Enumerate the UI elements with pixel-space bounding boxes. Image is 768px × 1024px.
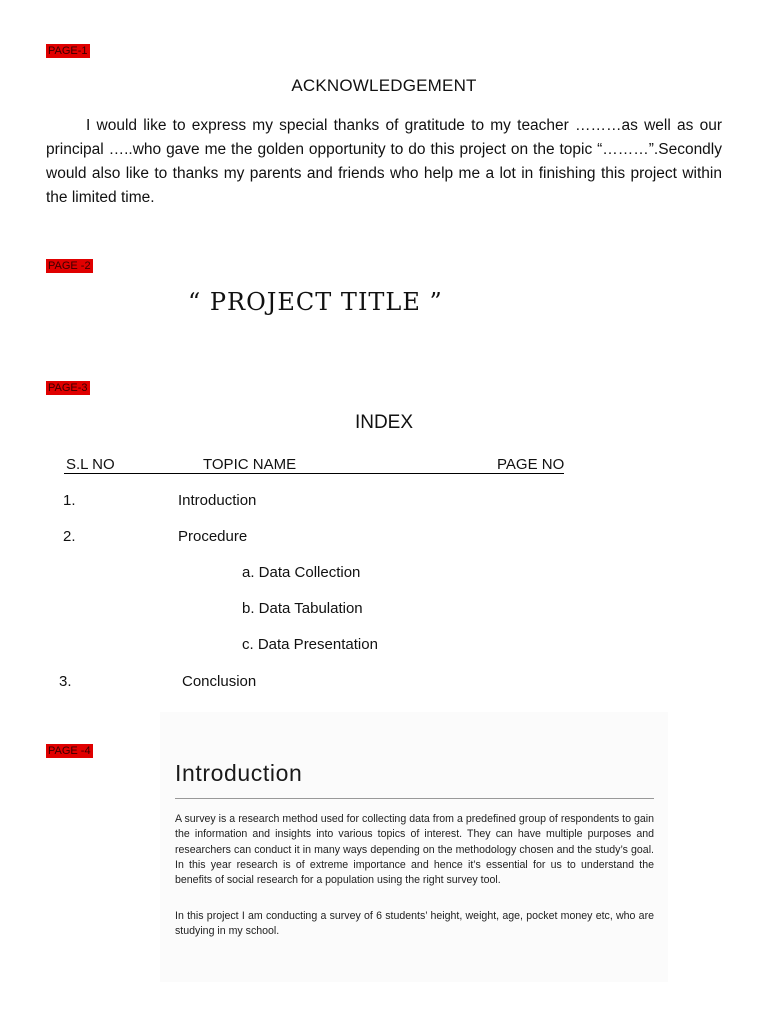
page-label-4: PAGE -4 [48, 745, 91, 757]
index-row-topic: Conclusion [182, 673, 257, 690]
acknowledgement-paragraph [46, 114, 722, 210]
acknowledgement-text: I would like to express my special thanks of gratitude to my teacher ………as well as our principal …..who gave me the golden opportunity to do this project on the topic “………”.Secondly would also like to thanks my parents and friends who help me a lot in finishing this project within the limited time. [46, 117, 722, 206]
introduction-title: Introduction [175, 760, 303, 786]
index-row-topic: Procedure [178, 528, 248, 545]
index-header-rule [64, 473, 564, 474]
introduction-paragraph-2: In this project I am conducting a survey of 6 students’ height, weight, age, pocket money etc, who are studying in my school. [175, 910, 654, 938]
index-subrow-topic: b. Data Tabulation [242, 600, 363, 617]
index-row-number: 3. [59, 673, 72, 690]
index-row-number: 2. [63, 528, 76, 545]
project-title: “ PROJECT TITLE ” [188, 288, 443, 316]
index-row-number: 1. [63, 492, 76, 509]
index-row-topic: Introduction [178, 492, 257, 509]
page-label-1: PAGE-1 [48, 45, 88, 57]
acknowledgement-heading: ACKNOWLEDGEMENT [291, 76, 477, 95]
column-page-no: PAGE NO [497, 456, 565, 473]
index-subrow-topic: c. Data Presentation [242, 636, 378, 653]
page-label-2: PAGE -2 [48, 260, 91, 272]
page-label-3: PAGE-3 [48, 382, 88, 394]
index-subrow-topic: a. Data Collection [242, 564, 361, 581]
introduction-rule [175, 798, 654, 799]
introduction-paragraph-1: A survey is a research method used for collecting data from a predefined group of respondents to gain the information and insights into various topics of interest. They can have multiple purposes and researchers can conduct it in many ways depending on the methodology chosen and the study’s goal. In this year research is of extreme importance and hence it’s essential for us to understand the benefits of social research for a population using the right survey tool. [175, 813, 654, 887]
index-heading: INDEX [354, 412, 414, 433]
column-topic-name: TOPIC NAME [203, 456, 297, 473]
column-sl-no: S.L NO [66, 456, 115, 473]
